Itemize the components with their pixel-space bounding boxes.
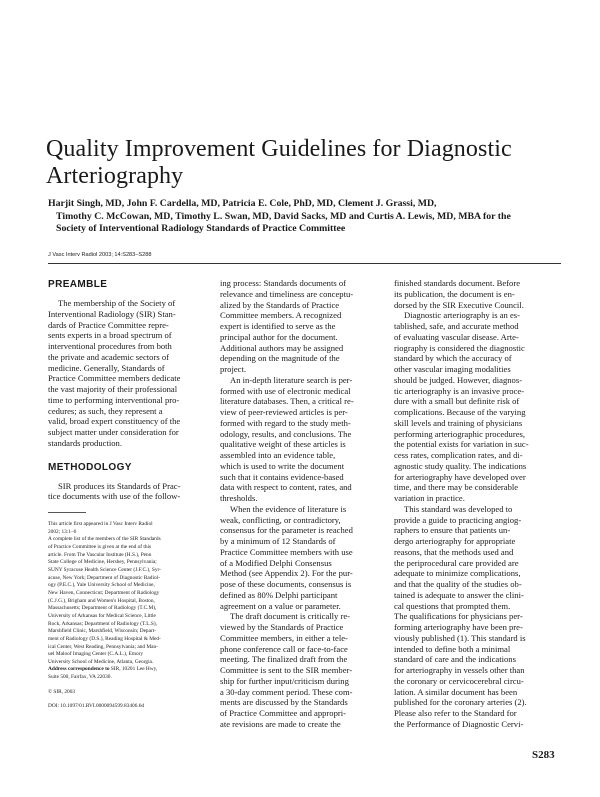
text-line: valid, broad expert constituency of the [48, 416, 181, 427]
text-line: standard of care and the indications [394, 654, 516, 665]
text-line: finished standards document. Before [394, 278, 521, 288]
text-line: time, and there may be considerable [394, 482, 519, 493]
article-title [46, 136, 566, 190]
text-line: lation. A similar document has been [394, 686, 518, 697]
text-line: medicine. Generally, Standards of [48, 362, 165, 373]
text-line: A complete list of the members of the SIR Standards [48, 536, 161, 543]
text-line: intended to define both a minimal [394, 643, 511, 654]
text-line: cedures; as such, they represent a [48, 405, 163, 416]
author-line: Society of Interventional Radiology Standards of Practice Committee [56, 223, 346, 234]
correspondence-label: Address correspondence to [48, 666, 110, 673]
text-line: skill levels and training of physicians [394, 417, 523, 428]
text-line: alized by the Standards of Practice [220, 299, 340, 310]
text-line: variation in practice. [394, 493, 465, 503]
text-line: formed with regard to the study meth- [220, 417, 351, 428]
text-line: complications. Because of the varying [394, 407, 526, 417]
correspondence-address: SIR, 10201 Lee Hwy, [109, 666, 158, 673]
column-2 [220, 278, 382, 730]
text-line: consensus for the parameter is reached [220, 525, 353, 536]
header-divider [48, 263, 561, 264]
text-line: dards of Practice Committee repre- [48, 319, 169, 330]
text-line: viously published (1). This standard is [394, 632, 526, 643]
text-line: thresholds. [220, 493, 258, 503]
doi: DOI: 10.1097/01.RVI.0000094599.83406.6d [48, 703, 145, 710]
text-line: adequate to minimize complications, [394, 568, 521, 579]
text-line: formed with use of electronic medical [220, 385, 351, 396]
text-line: New Haven, Connecticut; Department of Radiology [48, 589, 160, 596]
text-line: and that the quality of the studies ob- [394, 579, 522, 589]
methodology-heading: METHODOLOGY [48, 461, 132, 473]
text-line: (C.J.G.), Brigham and Women's Hospital, Boston, [48, 597, 155, 604]
author-line: Harjit Singh, MD, John F. Cardella, MD, Patricia E. Cole, PhD, MD, Clement J. Grassi, MD, [48, 198, 437, 209]
text-line: State College of Medicine, Hershey, Pennsylvania; [48, 559, 157, 566]
text-line: meeting. The finalized draft from the [220, 654, 348, 665]
text-line: raphers to ensure that patients un- [394, 525, 511, 536]
text-line: should be judged. However, diagnos- [394, 374, 523, 385]
text-line: tablished, safe, and accurate method [394, 321, 519, 331]
footnote-affiliations [48, 521, 208, 666]
text-line: Committee members, in either a tele- [220, 632, 348, 643]
text-line: the coronary or cervicocerebral circu- [394, 675, 524, 686]
text-line: of Practice Committee and appropri- [220, 708, 346, 718]
text-line: ate revisions are made to create the [220, 718, 341, 729]
text-line: relevance and timeliness are conceptu- [220, 288, 354, 299]
text-line: of evaluating vascular disease. Arte- [394, 331, 519, 342]
text-line: for arteriography have developed over [394, 471, 526, 482]
text-line: of Practice Committee is given at the end of this [48, 543, 152, 550]
text-line: agnostic study quality. The indications [394, 460, 527, 471]
text-line: the private and academic sectors of [48, 351, 169, 362]
text-line: tice documents with use of the follow- [48, 491, 181, 502]
text-line: pose of these documents, consensus is [220, 579, 352, 589]
text-line: Massachusetts; Department of Radiology (T.C.M), [48, 605, 157, 612]
text-line: An in-depth literature search is per- [230, 374, 353, 385]
methodology-body [48, 481, 204, 503]
text-line: SUNY Syracuse Health Science Center (J.F.C.), Syr- [48, 566, 161, 573]
text-line: acuse, New York; Department of Diagnostic Radiol- [48, 574, 160, 581]
title-line: Quality Improvement Guidelines for Diagnostic [46, 136, 512, 162]
text-line: The qualifications for physicians per- [394, 611, 523, 622]
text-line: the vast majority of their professional [48, 384, 178, 394]
journal-citation: J Vasc Interv Radiol 2003; 14:S283–S288 [48, 252, 152, 258]
text-line: the potential exists for variation in suc- [394, 439, 529, 450]
text-line: expert is identified to serve as the [220, 321, 336, 331]
text-line: Method (see Appendix 2). For the pur- [220, 568, 353, 579]
text-line: agreement on a value or parameter. [220, 600, 341, 611]
text-line: ing process: Standards documents of [220, 278, 347, 288]
preamble-heading: PREAMBLE [48, 279, 108, 290]
text-line: This standard was developed to [404, 503, 513, 514]
text-line: weak, conflicting, or contradictory, [220, 514, 341, 525]
text-line: assembled into an evidence table, [220, 450, 336, 460]
text-line: standards production. [48, 437, 122, 448]
text-line: Rock, Arkansas; Department of Radiology (T.L.S), [48, 620, 157, 627]
footnote-divider [48, 512, 86, 513]
text-line: article. From The Vascular Institute (H.S.), Penn [48, 551, 152, 558]
text-line: interventional procedures from both [48, 341, 172, 351]
correspondence-line [48, 666, 208, 674]
text-line: Diagnostic arteriography is an es- [404, 310, 520, 321]
text-line: standard by which the accuracy of [394, 353, 512, 364]
text-line: time to performing interventional pro- [48, 394, 180, 405]
preamble-body [48, 298, 204, 449]
text-line: SIR produces its Standards of Prac- [58, 480, 181, 491]
text-line: subject matter under consideration for [48, 427, 179, 437]
text-line: the periprocedural care provided are [394, 557, 519, 568]
text-line: the Performance of Diagnostic Cervi- [394, 718, 524, 729]
text-line: Additional authors may be assigned [220, 342, 344, 353]
text-line: for arteriography in vessels other than [394, 665, 525, 675]
text-line: Practice Committee members with use [220, 546, 353, 557]
text-line: a 30-day comment period. These com- [220, 686, 353, 697]
column-1 [48, 279, 204, 502]
text-line: view of peer-reviewed articles is per- [220, 407, 348, 417]
text-line: odology, results, and conclusions. The [220, 428, 352, 439]
text-line: other vascular imaging modalities [394, 364, 511, 374]
text-line: qualitative weight of these articles is [220, 439, 346, 450]
text-line: project. [220, 364, 247, 374]
text-line: Interventional Radiology (SIR) Stan- [48, 308, 176, 319]
text-line: Please also refer to the Standard for [394, 708, 517, 718]
text-line: forming arteriography have been pre- [394, 622, 523, 632]
text-line: principal author for the document. [220, 331, 338, 342]
text-line: uel Maloof Imaging Center (C.A.L.), Emory [48, 651, 144, 658]
footnote [48, 521, 208, 711]
text-line: of a Modified Delphi Consensus [220, 557, 332, 568]
author-list [48, 198, 568, 236]
text-line: data with respect to content, rates, and [220, 482, 352, 493]
text-line: provide a guide to practicing angiog- [394, 514, 522, 525]
text-line: sents experts in a broad spectrum of [48, 330, 172, 341]
copyright: © SIR, 2003 [48, 688, 76, 695]
text-line: The draft document is critically re- [230, 611, 351, 622]
text-line: cal questions that prompted them. [394, 600, 511, 611]
text-line: This article first appeared in J Vasc Interv Radiol [48, 521, 153, 527]
author-line: Timothy C. McCowan, MD, Timothy L. Swan, MD, David Sacks, MD and Curtis A. Lewis, MD, MBA for the [56, 210, 511, 222]
text-line: performing arteriographic procedures, [394, 428, 525, 439]
column-3 [394, 278, 562, 730]
text-line: dure with a small but definite risk of [394, 396, 520, 407]
correspondence-line-2: Suite 500, Fairfax, VA 22030. [48, 674, 112, 681]
text-line: ship for further input/criticism during [220, 675, 349, 686]
text-line: viewed by the Standards of Practice [220, 622, 344, 632]
text-line: its publication, the document is en- [394, 288, 515, 299]
text-line: ment of Radiology (D.S.), Reading Hospital & Med- [48, 635, 161, 642]
text-line: phone conference call or face-to-face [220, 643, 348, 654]
text-line: When the evidence of literature is [230, 503, 347, 514]
text-line: ogy (P.E.C.), Yale University School of Medicine, [48, 582, 155, 589]
text-line: which is used to write the document [220, 460, 345, 471]
text-line: University School of Medicine, Atlanta, Georgia. [48, 658, 154, 665]
text-line: dorsed by the SIR Executive Council. [394, 299, 524, 310]
text-line: depending on the magnitude of the [220, 353, 340, 364]
text-line: 2002; 13:1–6 [48, 528, 77, 535]
text-line: by a minimum of 12 Standards of [220, 536, 336, 546]
text-line: reasons, that the methods used and [394, 546, 514, 557]
text-line: dergo arteriography for appropriate [394, 536, 516, 546]
text-line: University of Arkansas for Medical Science, Little [48, 612, 156, 619]
text-line: Marshfield Clinic, Marshfield, Wisconsin; Depart- [48, 628, 157, 635]
text-line: Practice Committee members dedicate [48, 373, 181, 384]
text-line: tic arteriography is an invasive proce- [394, 385, 525, 396]
text-line: riography is considered the diagnostic [394, 342, 525, 353]
text-line: published for the coronary arteries (2). [394, 697, 527, 708]
text-line: such that it contains evidence-based [220, 471, 344, 482]
text-line: ical Center, West Reading, Pennsylvania; and Man- [48, 643, 158, 650]
text-line: tained is adequate to answer the clini- [394, 589, 524, 600]
text-line: ments are discussed by the Standards [220, 697, 348, 708]
text-line: literature databases. Then, a critical re- [220, 396, 354, 407]
text-line: Committee is sent to the SIR member- [220, 665, 353, 675]
text-line: cess rates, complication rates, and di- [394, 450, 523, 460]
text-line: The membership of the Society of [58, 298, 176, 308]
text-line: defined as 80% Delphi participant [220, 589, 338, 600]
text-line: Committee members. A recognized [220, 310, 342, 321]
title-line: Arteriography [46, 163, 184, 189]
page-number: S283 [532, 749, 555, 761]
